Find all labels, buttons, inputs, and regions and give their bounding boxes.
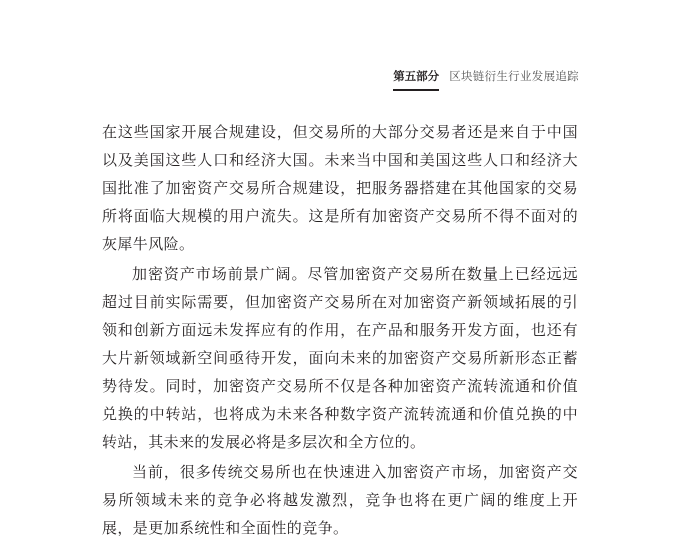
paragraph: 当前，很多传统交易所也在快速进入加密资产市场，加密资产交易所领域未来的竞争必将越发激烈，竞争也将在更广阔的维度上开展，是更加系统性和全面性的竞争。 bbox=[102, 463, 578, 536]
part-label: 第五部分 bbox=[393, 68, 439, 87]
paragraph: 加密资产市场前景广阔。尽管加密资产交易所在数量上已经远远超过目前实际需要，但加密资产交易所在对加密资产新领域拓展的引领和创新方面远未发挥应有的作用，在产品和服务开发方面，也还有大片新领域新空间亟待开发，面向未来的加密资产交易所新形态正蓄势待发。同时，加密资产交易所不仅是各种加密资产流转流通和价值兑换的中转站，也将成为未来各种数字资产流转流通和价值兑换的中转站，其未来的发展必将是多层次和全方位的。 bbox=[102, 265, 578, 451]
paragraph-continued: 在这些国家开展合规建设，但交易所的大部分交易者还是来自于中国以及美国这些人口和经济大国。未来当中国和美国这些人口和经济大国批准了加密资产交易所合规建设，把服务器搭建在其他国家的交易所将面临大规模的用户流失。这是所有加密资产交易所不得不面对的灰犀牛风险。 bbox=[102, 123, 578, 253]
body-text bbox=[102, 118, 578, 536]
running-header bbox=[393, 68, 579, 87]
section-title: 区块链衍生行业发展追踪 bbox=[449, 69, 579, 83]
